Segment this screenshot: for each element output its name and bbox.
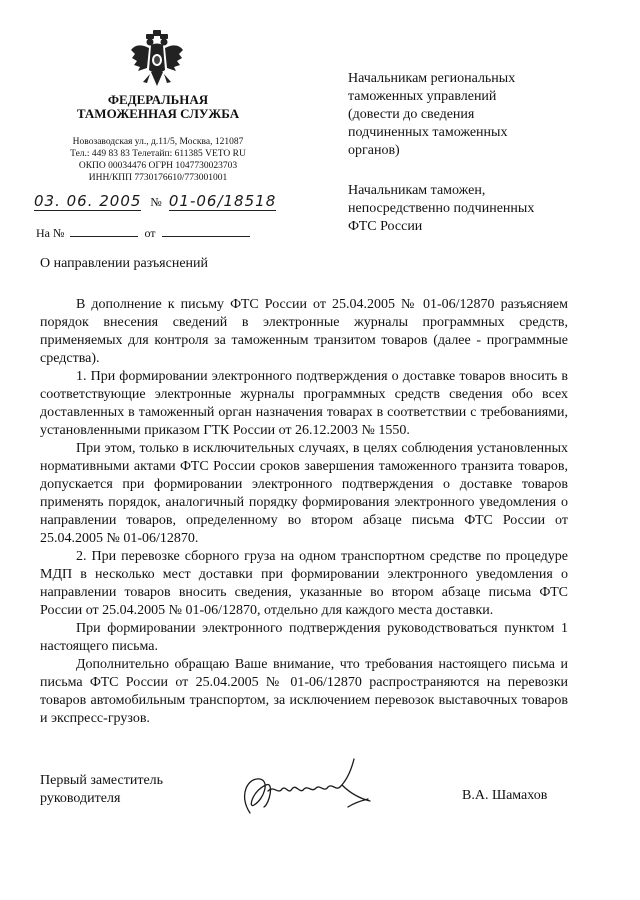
recipient-line: непосредственно подчиненных (348, 201, 535, 216)
body-paragraph: Дополнительно обращаю Ваше внимание, что требования настоящего письма и письма ФТС России от 25.04.2005 № 01-06/12870 распространяются на перевозки товаров автомобильным транспортом, за исключением перевозок выставочных товаров и экспресс-грузов. (40, 657, 568, 726)
body-paragraph: При формировании электронного подтверждения руководствоваться пунктом 1 настоящего письма. (40, 621, 568, 654)
recipient-line: подчиненных таможенных (348, 125, 508, 140)
registration-number: 01-06/18518 (168, 192, 277, 210)
registration-line (34, 192, 324, 214)
recipient-group (348, 182, 588, 236)
reference-from: от (144, 226, 156, 240)
recipient-line: (довести до сведения (348, 107, 475, 122)
signer-title-line: руководителя (40, 791, 121, 806)
registration-date: 03. 06. 2005 (34, 192, 142, 210)
org-detail-line: Тел.: 449 83 83 Телетайп: 611385 VETO RU (70, 149, 246, 159)
reference-prefix: На № (36, 226, 65, 240)
recipient-line: ФТС России (348, 219, 423, 234)
recipients-block (348, 70, 588, 258)
recipient-line: Начальникам региональных (348, 71, 516, 86)
recipient-line: таможенных управлений (348, 89, 497, 104)
letter-subject: О направлении разъяснений (40, 256, 209, 271)
body-paragraph: 1. При формировании электронного подтверждения о доставке товаров вносить в соответствующие электронные журналы программных средств сведения обо всех доставленных в таможенный орган назначения товарах в соответствии с требованиями, установленными приказом ГТК России от 26.12.2003 № 1550. (40, 369, 568, 438)
signer-title (40, 772, 163, 808)
org-detail-line: Новозаводская ул., д.11/5, Москва, 121087 (72, 137, 244, 147)
letter-body (40, 296, 568, 728)
body-paragraph: При этом, только в исключительных случаях, в целях соблюдения установленных нормативными актами ФТС России сроков завершения таможенного транзита товаров, допускается при формировании электронного подтверждения о доставке товаров применять порядок, аналогичный порядку формирования электронного уведомления о направлении товаров, определенному во втором абзаце письма ФТС России от 25.04.2005 № 01-06/12870. (40, 441, 568, 546)
signer-name: В.А. Шамахов (462, 788, 548, 803)
signer-title-line: Первый заместитель (40, 773, 164, 788)
emblem-icon (129, 30, 185, 94)
reference-number-blank (70, 225, 138, 237)
org-name-line: ТАМОЖЕННАЯ СЛУЖБА (76, 106, 240, 121)
reference-date-blank (162, 225, 250, 237)
org-detail-line: ИНН/КПП 7730176610/773001001 (88, 173, 228, 183)
org-detail-line: ОКПО 00034476 ОГРН 1047730023703 (78, 161, 238, 171)
body-paragraph: В дополнение к письму ФТС России от 25.04.2005 № 01-06/12870 разъясняем порядок внесения сведений в электронные журналы программных средств, применяемых для контроля за таможенным транзитом товаров (далее - программные средства). (40, 297, 568, 366)
reference-line (36, 225, 326, 241)
number-sign: № (150, 195, 162, 209)
recipient-line: органов) (348, 143, 400, 158)
organization-name (40, 93, 276, 121)
org-name-line: ФЕДЕРАЛЬНАЯ (107, 92, 209, 107)
body-paragraph: 2. При перевозке сборного груза на одном транспортном средстве по процедуре МДП в несколько мест доставки при формировании электронного уведомления о направлении товаров вносить сведения, указанные во втором абзаце письма ФТС России от 25.04.2005 № 01-06/12870, отдельно для каждого места доставки. (40, 549, 568, 618)
organization-details (40, 136, 276, 184)
recipient-line: Начальникам таможен, (348, 183, 486, 198)
handwritten-signature (230, 755, 390, 825)
recipient-group (348, 70, 588, 160)
